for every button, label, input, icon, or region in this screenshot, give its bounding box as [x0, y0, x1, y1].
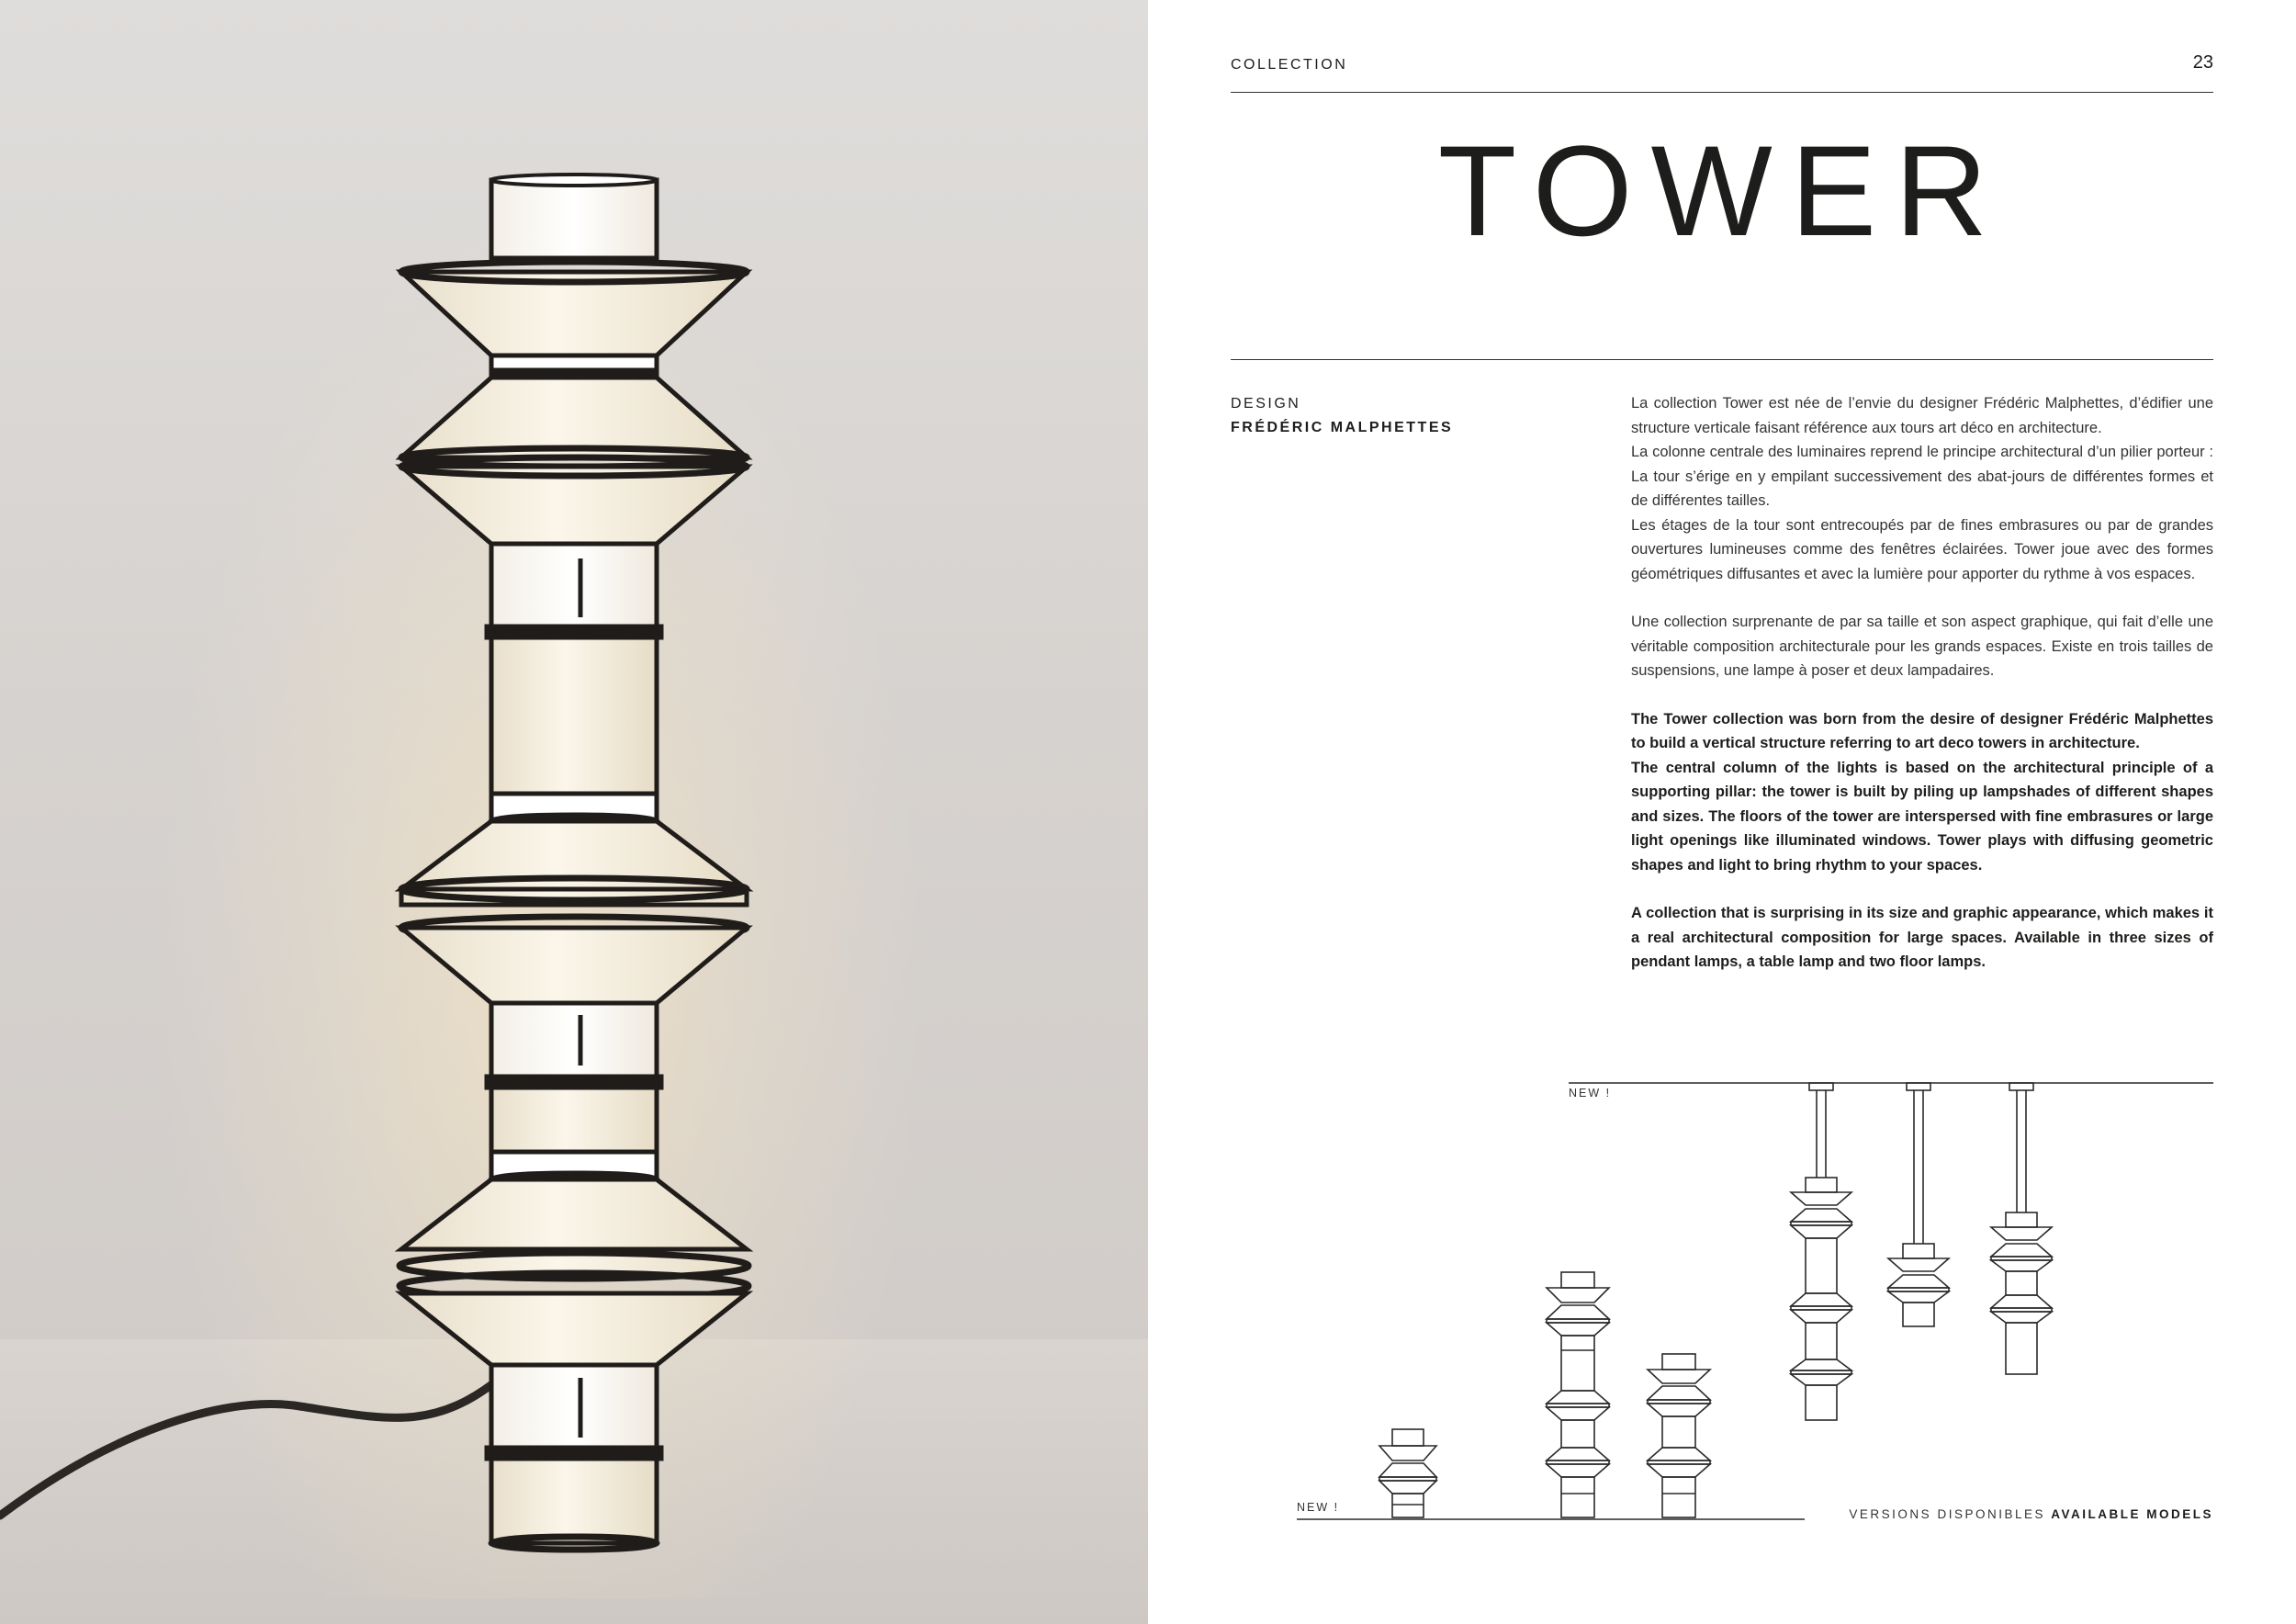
- collection-title: TOWER: [1437, 118, 2007, 263]
- description-en-p3: A collection that is surprising in its size and graphic appearance, which makes it a real architectural composition for large spaces. Available in three sizes of pendant lamps, a table lamp and two floor lamps.: [1631, 905, 2213, 970]
- versions-label-en: AVAILABLE MODELS: [2051, 1507, 2213, 1521]
- pendant-small-drawing: [1888, 1083, 1949, 1326]
- description-fr-p1: La collection Tower est née de l’envie du designer Frédéric Malphettes, d’édifier une structure verticale faisant référence aux tours art déco en architecture.: [1631, 395, 2213, 436]
- description-fr-p4: Une collection surprenante de par sa taille et son aspect graphique, qui fait d’elle une véritable composition architecturale pour les grands espaces. Existe en trois tailles de suspensions, une lampe à poser et deux lampadaires.: [1631, 614, 2213, 679]
- available-models-label: [1849, 1507, 2213, 1521]
- floor-lamp-tall-drawing: [1547, 1272, 1609, 1517]
- description-en-p2: The central column of the lights is based on the architectural principle of a supporting pillar: the tower is built by piling up lampshades of different shapes and sizes. The floors of the tower are interspersed with fine embrasures or large light openings like illuminated windows. Tower plays with diffusing geometric shapes and light to bring rhythm to your spaces.: [1631, 759, 2213, 874]
- floor-lamp-medium-drawing: [1648, 1354, 1710, 1517]
- description-fr-p2: La colonne centrale des luminaires reprend le principe architectural d’un pilier porteur : La tour s’érige en y empilant successivement des abat-jours de différentes formes et de différentes tailles.: [1631, 444, 2213, 509]
- pendant-medium-drawing: [1991, 1083, 2052, 1374]
- pendant-large-drawing: [1791, 1083, 1851, 1420]
- new-badge-pendant: NEW !: [1569, 1087, 1612, 1100]
- page-number: 23: [2192, 52, 2213, 73]
- table-lamp-drawing: [1379, 1429, 1436, 1517]
- design-label: DESIGN: [1231, 396, 1301, 412]
- versions-label-fr: VERSIONS DISPONIBLES: [1849, 1507, 2045, 1521]
- new-badge-table-lamp: NEW !: [1297, 1501, 1340, 1514]
- description-en-p1: The Tower collection was born from the desire of designer Frédéric Malphettes to build a vertical structure referring to art deco towers in architecture.: [1631, 710, 2213, 751]
- designer-name: FRÉDÉRIC MALPHETTES: [1231, 420, 1454, 435]
- description-fr-p3: Les étages de la tour sont entrecoupés par de fines embrasures ou par de grandes ouvertures lumineuses comme des fenêtres éclairées. Tower joue avec des formes géométriques diffusantes et avec la lumière pour apporter du rythme à vos espaces.: [1631, 516, 2213, 582]
- section-label: COLLECTION: [1231, 57, 1348, 73]
